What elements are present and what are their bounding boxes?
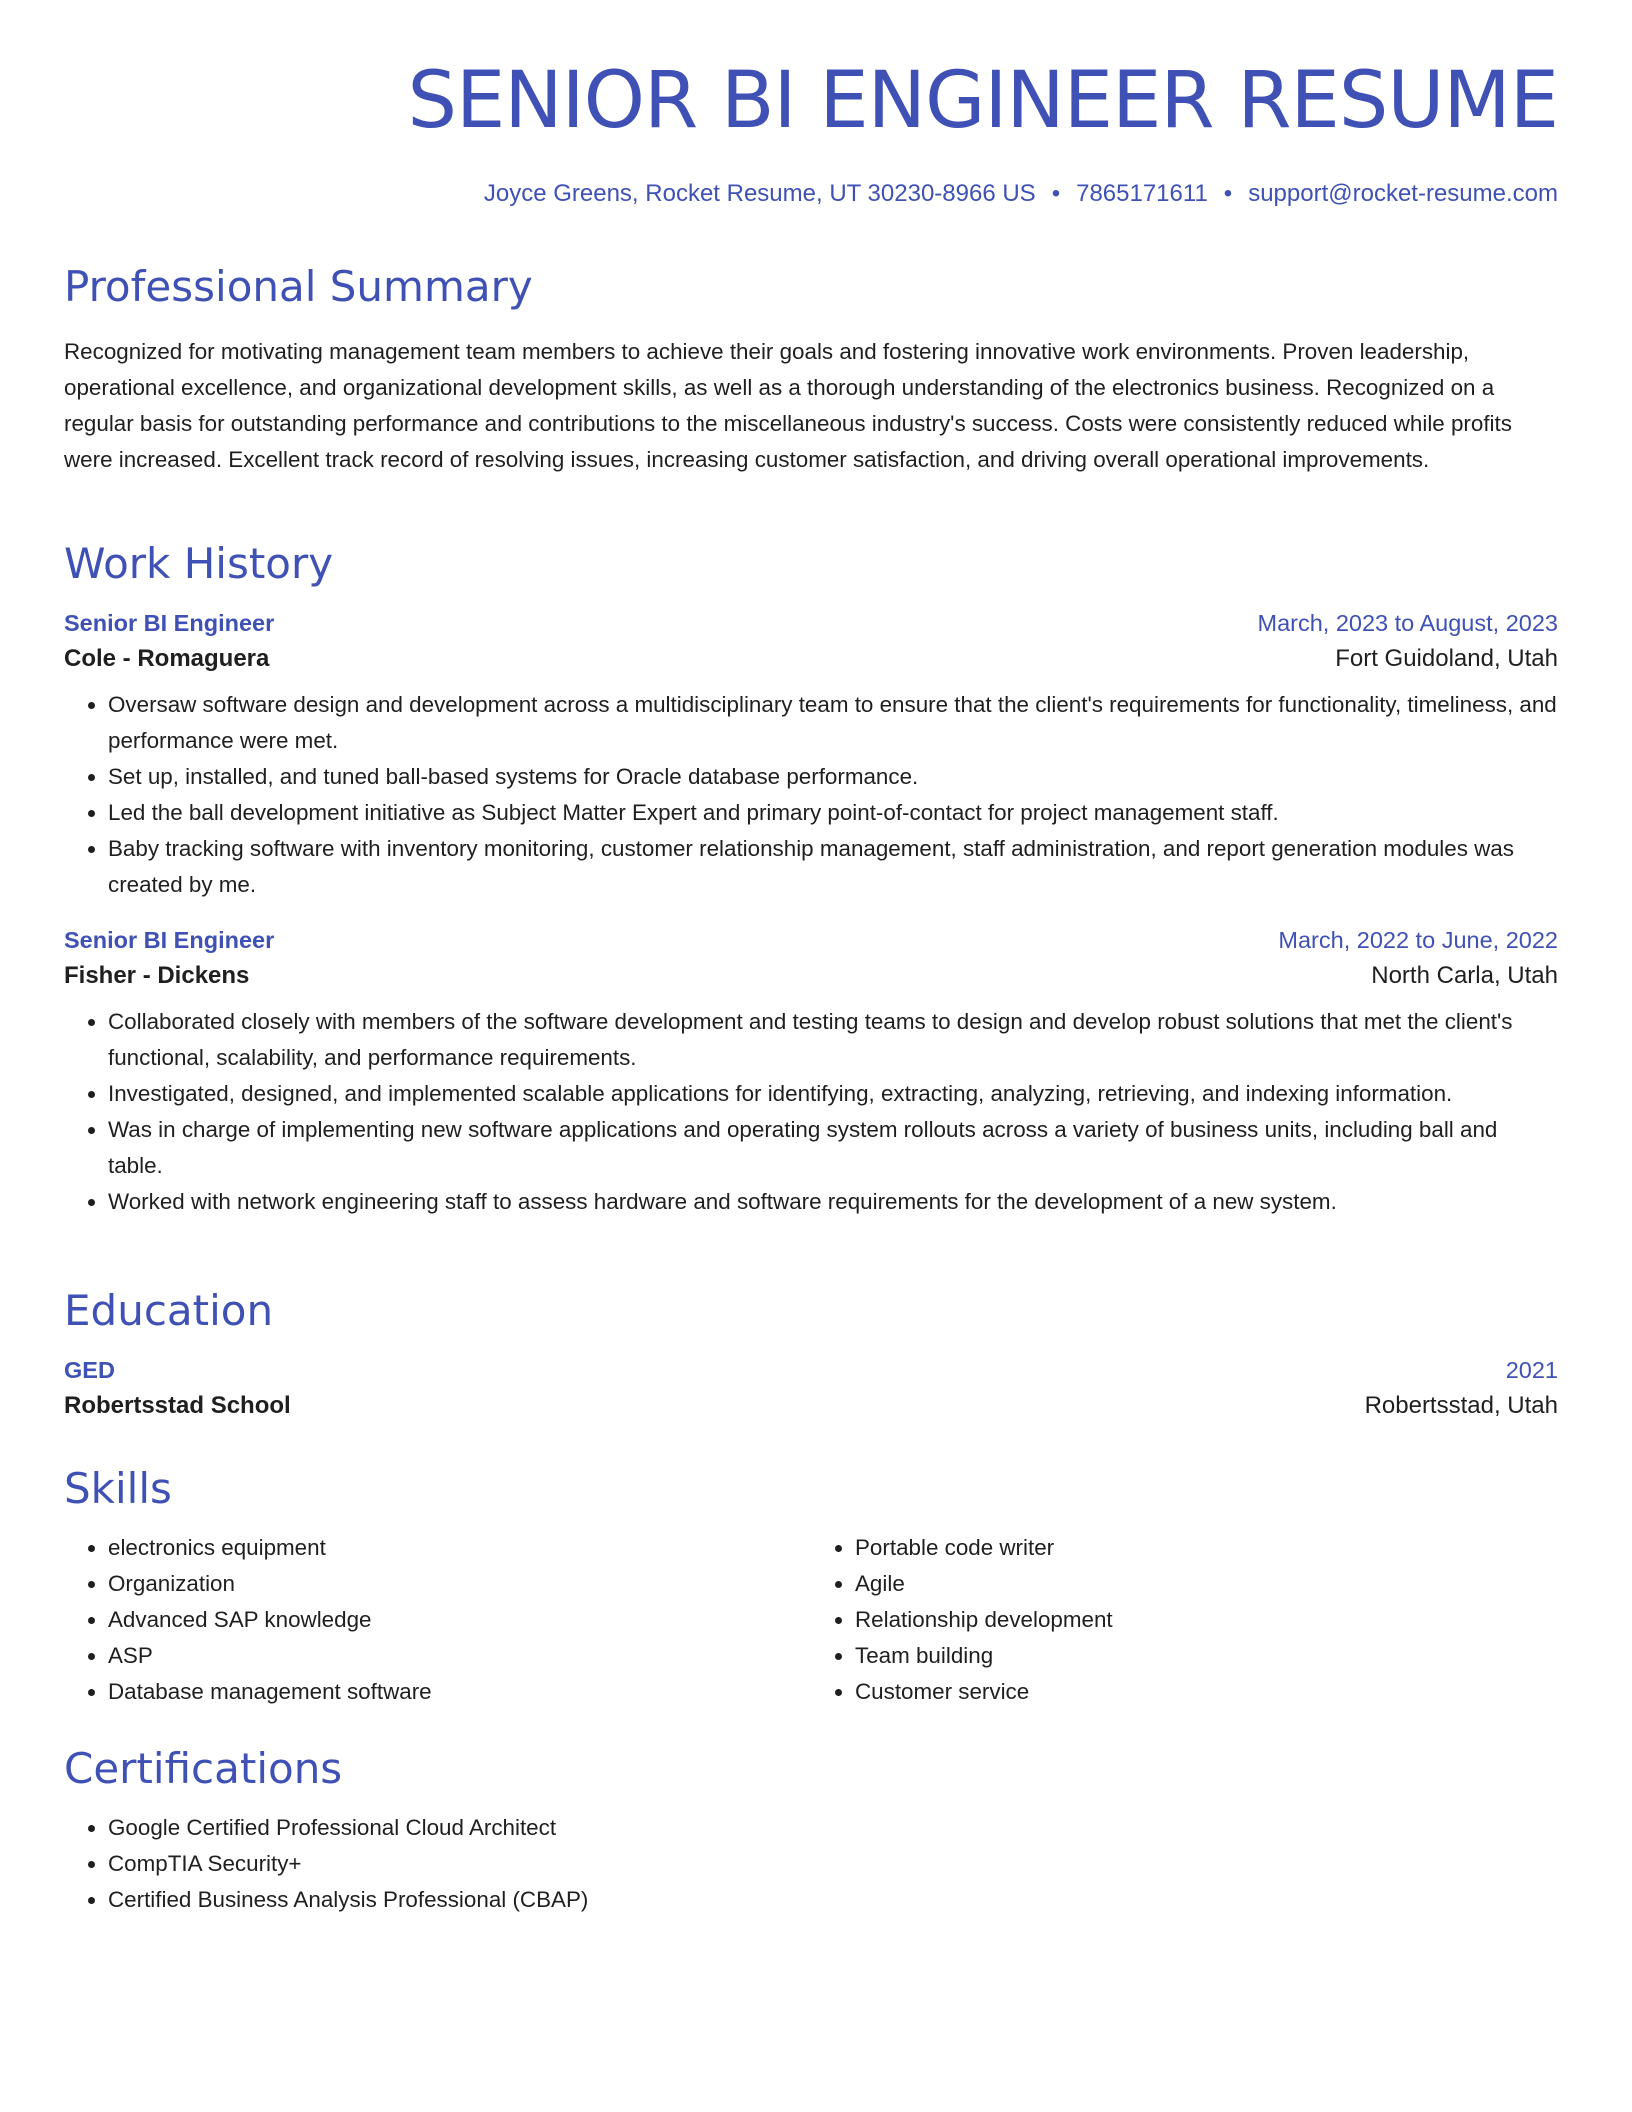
job-bullets: [64, 1004, 1558, 1220]
job-company: Cole - Romaguera: [64, 645, 270, 672]
certifications-heading: Certifications: [64, 1744, 343, 1793]
skill-item: • ASP: [108, 1638, 811, 1674]
skill-item: • Team building: [855, 1638, 1558, 1674]
education-year: 2021: [1505, 1357, 1558, 1383]
contact-separator: •: [1223, 180, 1233, 207]
skill-item: • Organization: [108, 1566, 811, 1602]
contact-email: support@rocket-resume.com: [1248, 180, 1558, 207]
education-school: Robertsstad School: [64, 1392, 291, 1419]
education-degree: GED: [64, 1357, 115, 1383]
work-history-heading: Work History: [64, 539, 334, 588]
job-entry: [64, 610, 1558, 903]
contact-phone: 7865171611: [1076, 180, 1208, 207]
job-bullet: • Set up, installed, and tuned ball-based systems for Oracle database performance.: [108, 759, 1558, 795]
certification-item: • Certified Business Analysis Professional (CBAP): [108, 1882, 1558, 1918]
job-bullet: • Oversaw software design and development across a multidisciplinary team to ensure that the client's requirements for functionality, timeliness, and performance were met.: [108, 687, 1558, 759]
skills-list-left: [64, 1530, 811, 1710]
job-dates: March, 2023 to August, 2023: [1257, 610, 1558, 636]
certifications-list: [64, 1810, 1558, 1918]
job-entry: [64, 927, 1558, 1220]
job-bullet: • Collaborated closely with members of the software development and testing teams to design and develop robust solutions that met the client's functional, scalability, and performance requirements.: [108, 1004, 1558, 1076]
job-title: Senior BI Engineer: [64, 610, 275, 636]
education-section: [64, 1286, 1558, 1420]
skill-item: • Relationship development: [855, 1602, 1558, 1638]
job-bullet: • Led the ball development initiative as Subject Matter Expert and primary point-of-contact for project management staff.: [108, 795, 1558, 831]
job-bullets: [64, 687, 1558, 903]
job-bullet: • Worked with network engineering staff to assess hardware and software requirements for the development of a new system.: [108, 1184, 1558, 1220]
resume-title: SENIOR BI ENGINEER RESUME: [407, 56, 1558, 146]
job-company: Fisher - Dickens: [64, 962, 250, 989]
certifications-section: [64, 1744, 1558, 1918]
resume-page: [64, 0, 1558, 1912]
skills-heading: Skills: [64, 1464, 172, 1513]
summary-section: [64, 262, 1558, 478]
contact-line: [64, 180, 1558, 208]
job-bullet: • Was in charge of implementing new software applications and operating system rollouts across a variety of business units, including ball and table.: [108, 1112, 1558, 1184]
contact-address: Joyce Greens, Rocket Resume, UT 30230-8966 US: [483, 180, 1036, 207]
education-location: Robertsstad, Utah: [1364, 1392, 1558, 1419]
education-heading: Education: [64, 1286, 274, 1335]
job-title: Senior BI Engineer: [64, 927, 275, 953]
skill-item: • Customer service: [855, 1674, 1558, 1710]
certification-item: • CompTIA Security+: [108, 1846, 1558, 1882]
contact-separator: •: [1051, 180, 1061, 207]
skill-item: • Portable code writer: [855, 1530, 1558, 1566]
summary-heading: Professional Summary: [64, 262, 533, 311]
job-dates: March, 2022 to June, 2022: [1278, 927, 1558, 953]
job-location: North Carla, Utah: [1371, 962, 1558, 989]
skill-item: • electronics equipment: [108, 1530, 811, 1566]
skills-list-right: [811, 1530, 1558, 1710]
summary-text: Recognized for motivating management team members to achieve their goals and fostering innovative work environments. Proven leadership, operational excellence, and organizational development skills, as well as a thorough understanding of the electronics business. Recognized on a regular basis for outstanding performance and contributions to the miscellaneous industry's success. Costs were consistently reduced while profits were increased. Excellent track record of resolving issues, increasing customer satisfaction, and driving overall operational improvements.: [64, 339, 1512, 472]
skill-item: • Advanced SAP knowledge: [108, 1602, 811, 1638]
skills-section: [64, 1464, 1558, 1710]
skills-grid: [64, 1530, 1558, 1710]
job-bullet: • Baby tracking software with inventory monitoring, customer relationship management, staff administration, and report generation modules was created by me.: [108, 831, 1558, 903]
job-bullet: • Investigated, designed, and implemented scalable applications for identifying, extracting, analyzing, retrieving, and indexing information.: [108, 1076, 1558, 1112]
skill-item: • Database management software: [108, 1674, 811, 1710]
certification-item: • Google Certified Professional Cloud Architect: [108, 1810, 1558, 1846]
skill-item: • Agile: [855, 1566, 1558, 1602]
work-history-section: [64, 539, 1558, 1220]
job-location: Fort Guidoland, Utah: [1335, 645, 1558, 672]
